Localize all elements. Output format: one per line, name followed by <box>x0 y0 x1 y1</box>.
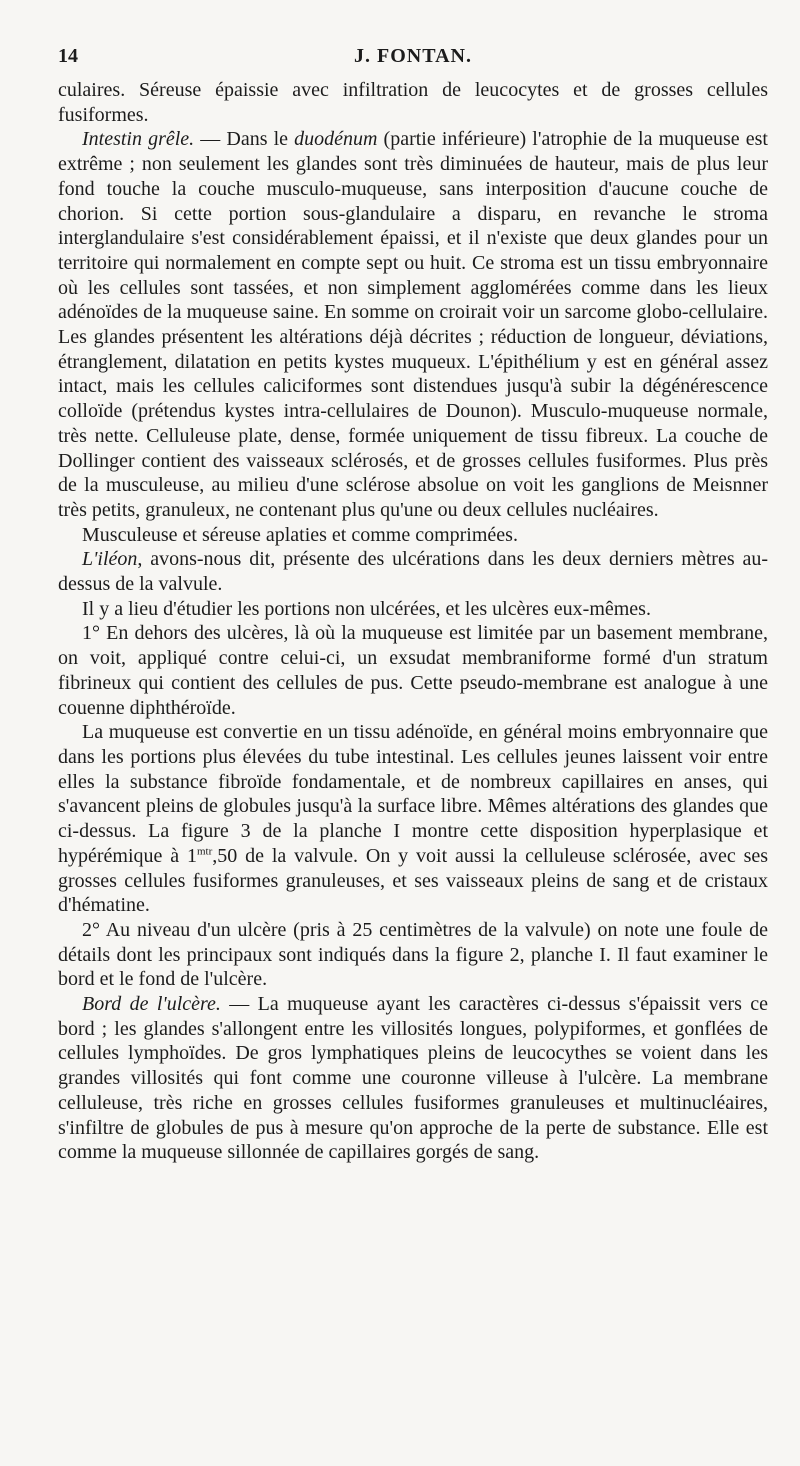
text-run: , avons-nous dit, présente des ulcérations dans les deux derniers mètres au-dessus de la valvule. <box>58 548 768 596</box>
page-header <box>58 44 768 78</box>
paragraph-continued: culaires. Séreuse épaissie avec infiltration de leucocytes et de grosses cellules fusiformes. <box>58 79 768 126</box>
paragraph-musculeuse: Musculeuse et séreuse aplaties et comme comprimées. <box>82 523 518 546</box>
paragraph-portions: Il y a lieu d'étudier les portions non ulcérées, et les ulcères eux-mêmes. <box>82 597 651 620</box>
text-run: — Dans le <box>194 128 295 151</box>
term-duodenum: duodénum <box>294 128 378 151</box>
section-lead-bord-ulcere: Bord de l'ulcère. <box>82 993 221 1016</box>
paragraph-point-2: 2° Au niveau d'un ulcère (pris à 25 centimètres de la valvule) on note une foule de détails dont les principaux sont indiqués dans la figure 2, planche I. Il faut examiner le bord et le fond de l'ulcère. <box>58 918 768 991</box>
paragraph-ileon <box>58 547 768 596</box>
page-number: 14 <box>58 45 78 67</box>
paragraph-bord-ulcere <box>58 992 768 1165</box>
paragraph-point-1: 1° En dehors des ulcères, là où la muqueuse est limitée par un basement membrane, on voit, appliqué contre celui-ci, un exsudat membraniforme formé d'un stratum fibrineux qui contient des cellules de pus. Cette pseudo-membrane est analogue à une couenne diphthéroïde. <box>58 622 768 719</box>
book-page <box>58 44 768 1165</box>
paragraph-muqueuse <box>58 720 768 918</box>
unit-superscript: mtr <box>197 845 213 858</box>
paragraph-intestin-grele <box>58 127 768 522</box>
text-run: — La muqueuse ayant les caractères ci-dessus s'épaissit vers ce bord ; les glandes s'allongent entre les villosités longues, polypiformes, et gonflées de cellules lymphoïdes. De gros lymphatiques pleins de leucocythes se voient dans les grandes villosités qui font comme une couronne villeuse à l'ulcère. La membrane celluleuse, très riche en grosses cellules fusiformes granuleuses et multinucléaires, s'infiltre de globules de pus à mesure qu'on approche de la perte de substance. Elle est comme la muqueuse sillonnée de capillaires gorgés de sang. <box>58 993 768 1164</box>
text-run: (partie inférieure) l'atrophie de la muqueuse est extrême ; non seulement les glandes sont très diminuées de hauteur, mais de plus leur fond touche la couche musculo-muqueuse, sans interposition d'aucune couche de chorion. Si cette portion sous-glandulaire a disparu, en revanche le stroma interglandulaire s'est considérablement épaissi, et il n'existe que deux glandes pour un territoire qui normalement en compte sept ou huit. Ce stroma est un tissu embryonnaire où les cellules sont tassées, et non simplement agglomérées comme dans les lieux adénoïdes de la muqueuse saine. En somme on croirait voir un sarcome globo-cellulaire. Les glandes présentent les altérations déjà décrites ; réduction de longueur, déviations, étranglement, dilatation en petits kystes muqueux. L'épithélium y est en général assez intact, mais les cellules caliciformes sont distendues jusqu'à subir la dégénérescence colloïde (prétendus kystes intra-cellulaires de Dounon). Musculo-muqueuse normale, très nette. Celluleuse plate, dense, formée uniquement de tissu fibreux. La couche de Dollinger contient des vaisseaux sclérosés, et de grosses cellules fusiformes. Plus près de la musculeuse, au milieu d'une sclérose absolue on voit les ganglions de Meisnner très petits, granuleux, ne contenant plus qu'une ou deux cellules nucléaires. <box>58 128 768 521</box>
term-ileon: L'iléon <box>82 548 138 571</box>
running-title: J. FONTAN. <box>354 45 472 67</box>
text-run: La muqueuse est convertie en un tissu adénoïde, en général moins embryonnaire que dans les portions plus élevées du tube intestinal. Les cellules jeunes laissent voir entre elles la substance fibroïde fondamentale, et de nombreux capillaires en anses, qui s'avancent pleins de globules jusqu'à la surface libre. Mêmes altérations des glandes que ci-dessus. La figure 3 de la planche I montre cette disposition hyperplasique et hypérémique à 1 <box>58 721 768 867</box>
text-run: ,50 de la valvule. On y voit aussi la celluleuse sclérosée, avec ses grosses cellules fusiformes granuleuses, et ses vaisseaux pleins de sang et de cristaux d'hématine. <box>58 844 769 917</box>
section-lead-intestin-grele: Intestin grêle. <box>82 128 195 151</box>
